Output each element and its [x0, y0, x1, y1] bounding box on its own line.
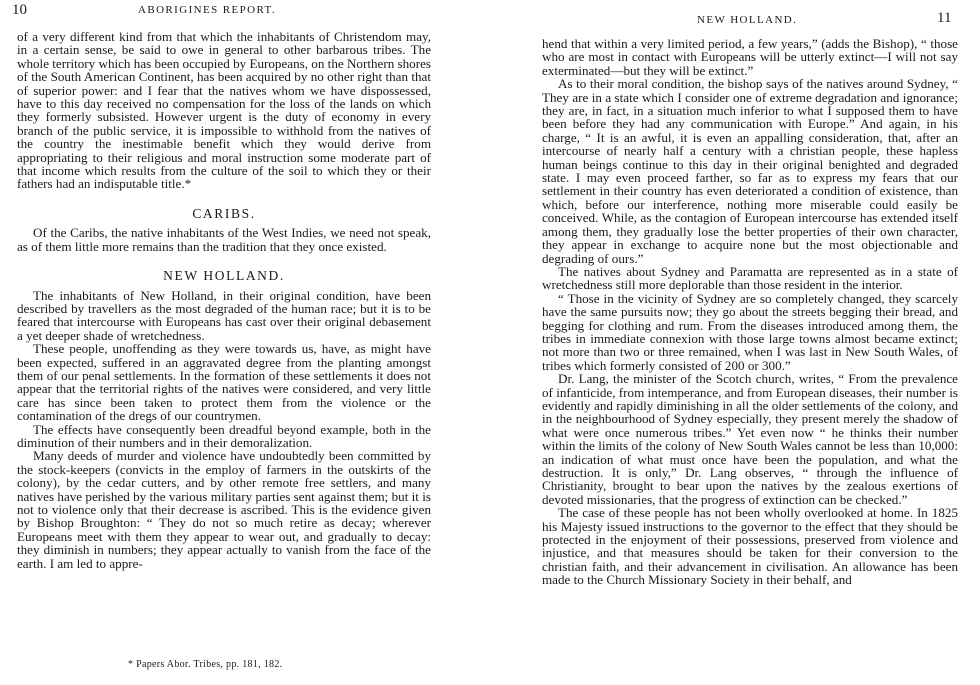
paragraph: Many deeds of murder and violence have undoubtedly been committed by the stock-keepers (convicts in the employ of farmers in the outskirts of the colony), by the cedar cutters, and by other remote free settlers, and many natives have perished by the various military parties sent against them; but it is not to violence only that their decrease is ascribed. This is the evidence given by Bishop Broughton: “ They do not so much retire as decay; wherever Europeans meet with them they appear to wear out, and gradually to decay: they diminish in numbers; they appear actually to vanish from the face of the earth. I am led to appre-: [17, 448, 431, 571]
paragraph: The natives about Sydney and Paramatta are represented as in a state of wretchedness still more deplorable than those resident in the interior.: [542, 263, 958, 293]
running-head: NEW HOLLAND.: [697, 14, 798, 26]
section-title-caribs: CARIBS.: [192, 205, 256, 221]
body-text: [17, 30, 431, 570]
right-page: [490, 0, 980, 685]
paragraph-continued: of a very different kind from that which the inhabitants of Christendom may, in a certain sense, be said to owe in general to other barbarous tribes. The whole territory which has been occupied by Europeans, on the Northern shores of the South American Continent, has been acquired by no other right than that of superior power: and I fear that the natives whom we have dispossessed, have to this day received no compensation for the loss of the lands on which they formerly subsisted. However urgent is the duty of economy in every branch of the public service, it is impossible to withhold from the natives of the country the inestimable benefit which they would derive from appropriating to their religious and moral instruction some moderate part of that income which results from the culture of the soil to which they or their fathers had an indisputable title.*: [17, 29, 431, 192]
paragraph: These people, unoffending as they were towards us, have, as might have been expected, suffered in an aggravated degree from the planting amongst them of our penal settlements. In the formation of these settlements it does not appear that the territorial rights of the natives were considered, and very little care has since been taken to protect them from the violence or the contamination of the dregs of our countrymen.: [17, 341, 431, 424]
paragraph: The inhabitants of New Holland, in their original condition, have been described by travellers as the most degraded of the human race; but it is to be feared that intercourse with Europeans has cast over their original debasement a yet deeper shade of wretchedness.: [17, 287, 431, 343]
paragraph: Dr. Lang, the minister of the Scotch church, writes, “ From the prevalence of infanticide, from intemperance, and from European diseases, their number is evidently and rapidly diminishing in all the older settlements of the colony, and in the neighbourhood of Sydney especially, they present merely the shadow of what were once numerous tribes.” Yet even now “ he thinks their number within the limits of the colony of New South Wales cannot be less than 10,000: an indication of what must once have been the population, and what the destruction. It is only,” Dr. Lang observes, “ through the influence of Christianity, brought to bear upon the natives by the zealous exertions of devoted missionaries, that the progress of extinction can be checked.”: [542, 371, 958, 507]
paragraph: The effects have consequently been dreadful beyond example, both in the diminution of their numbers and in their demoralization.: [17, 421, 431, 450]
paragraph-caribs: Of the Caribs, the native inhabitants of the West Indies, we need not speak, as of them little more remains than the tradition that they once existed.: [17, 225, 431, 254]
paragraph-quote: “ Those in the vicinity of Sydney are so completely changed, they scarcely have the same pursuits now; they go about the streets begging their bread, and begging for clothing and rum. From the diseases introduced among them, the tribes in immediate connexion with those large towns almost became extinct; not more than two or three remained, when I was last in New South Wales, of tribes which formerly consisted of 200 or 300.”: [542, 290, 958, 373]
body-text: [542, 37, 958, 587]
running-head: ABORIGINES REPORT.: [138, 4, 277, 16]
section-title-new-holland: NEW HOLLAND.: [163, 268, 285, 284]
paragraph: The case of these people has not been wholly overlooked at home. In 1825 his Majesty issued instructions to the governor to the effect that they should be protected in the enjoyment of their possessions, preserved from violence and injustice, and that measures should be taken for their conversion to the christian faith, and their advancement in civilisation. An allowance has been made to the Church Missionary Society in their behalf, and: [542, 505, 958, 588]
page-number: 10: [12, 2, 27, 18]
paragraph: As to their moral condition, the bishop says of the natives around Sydney, “ They are in a state which I consider one of extreme degradation and ignorance; they are, in fact, in a situation much inferior to what I supposed them to have been before they had any communication with Europe.” And again, in his charge, “ It is an awful, it is even an appalling consideration, that, after an intercourse of nearly half a century with a christian people, these hapless human beings continue to this day in their original benighted and degraded state. I may even proceed farther, so far as to express my fears that our settlement in their country has even deteriorated a condition of existence, than which, before our interference, nothing more miserable could easily be conceived. While, as the contagion of European intercourse has extended itself among them, they gradually lose the better properties of their own character, they appear in exchange to acquire none but the most objectionable and degrading of ours.”: [542, 76, 958, 266]
footnote: * Papers Abor. Tribes, pp. 181, 182.: [128, 659, 283, 670]
page-number: 11: [937, 10, 952, 26]
paragraph-continued: hend that within a very limited period, a few years,” (adds the Bishop), “ those who are most in contact with Europeans will be utterly extinct—I will not say exterminated—but they will be extinct.”: [542, 36, 958, 78]
